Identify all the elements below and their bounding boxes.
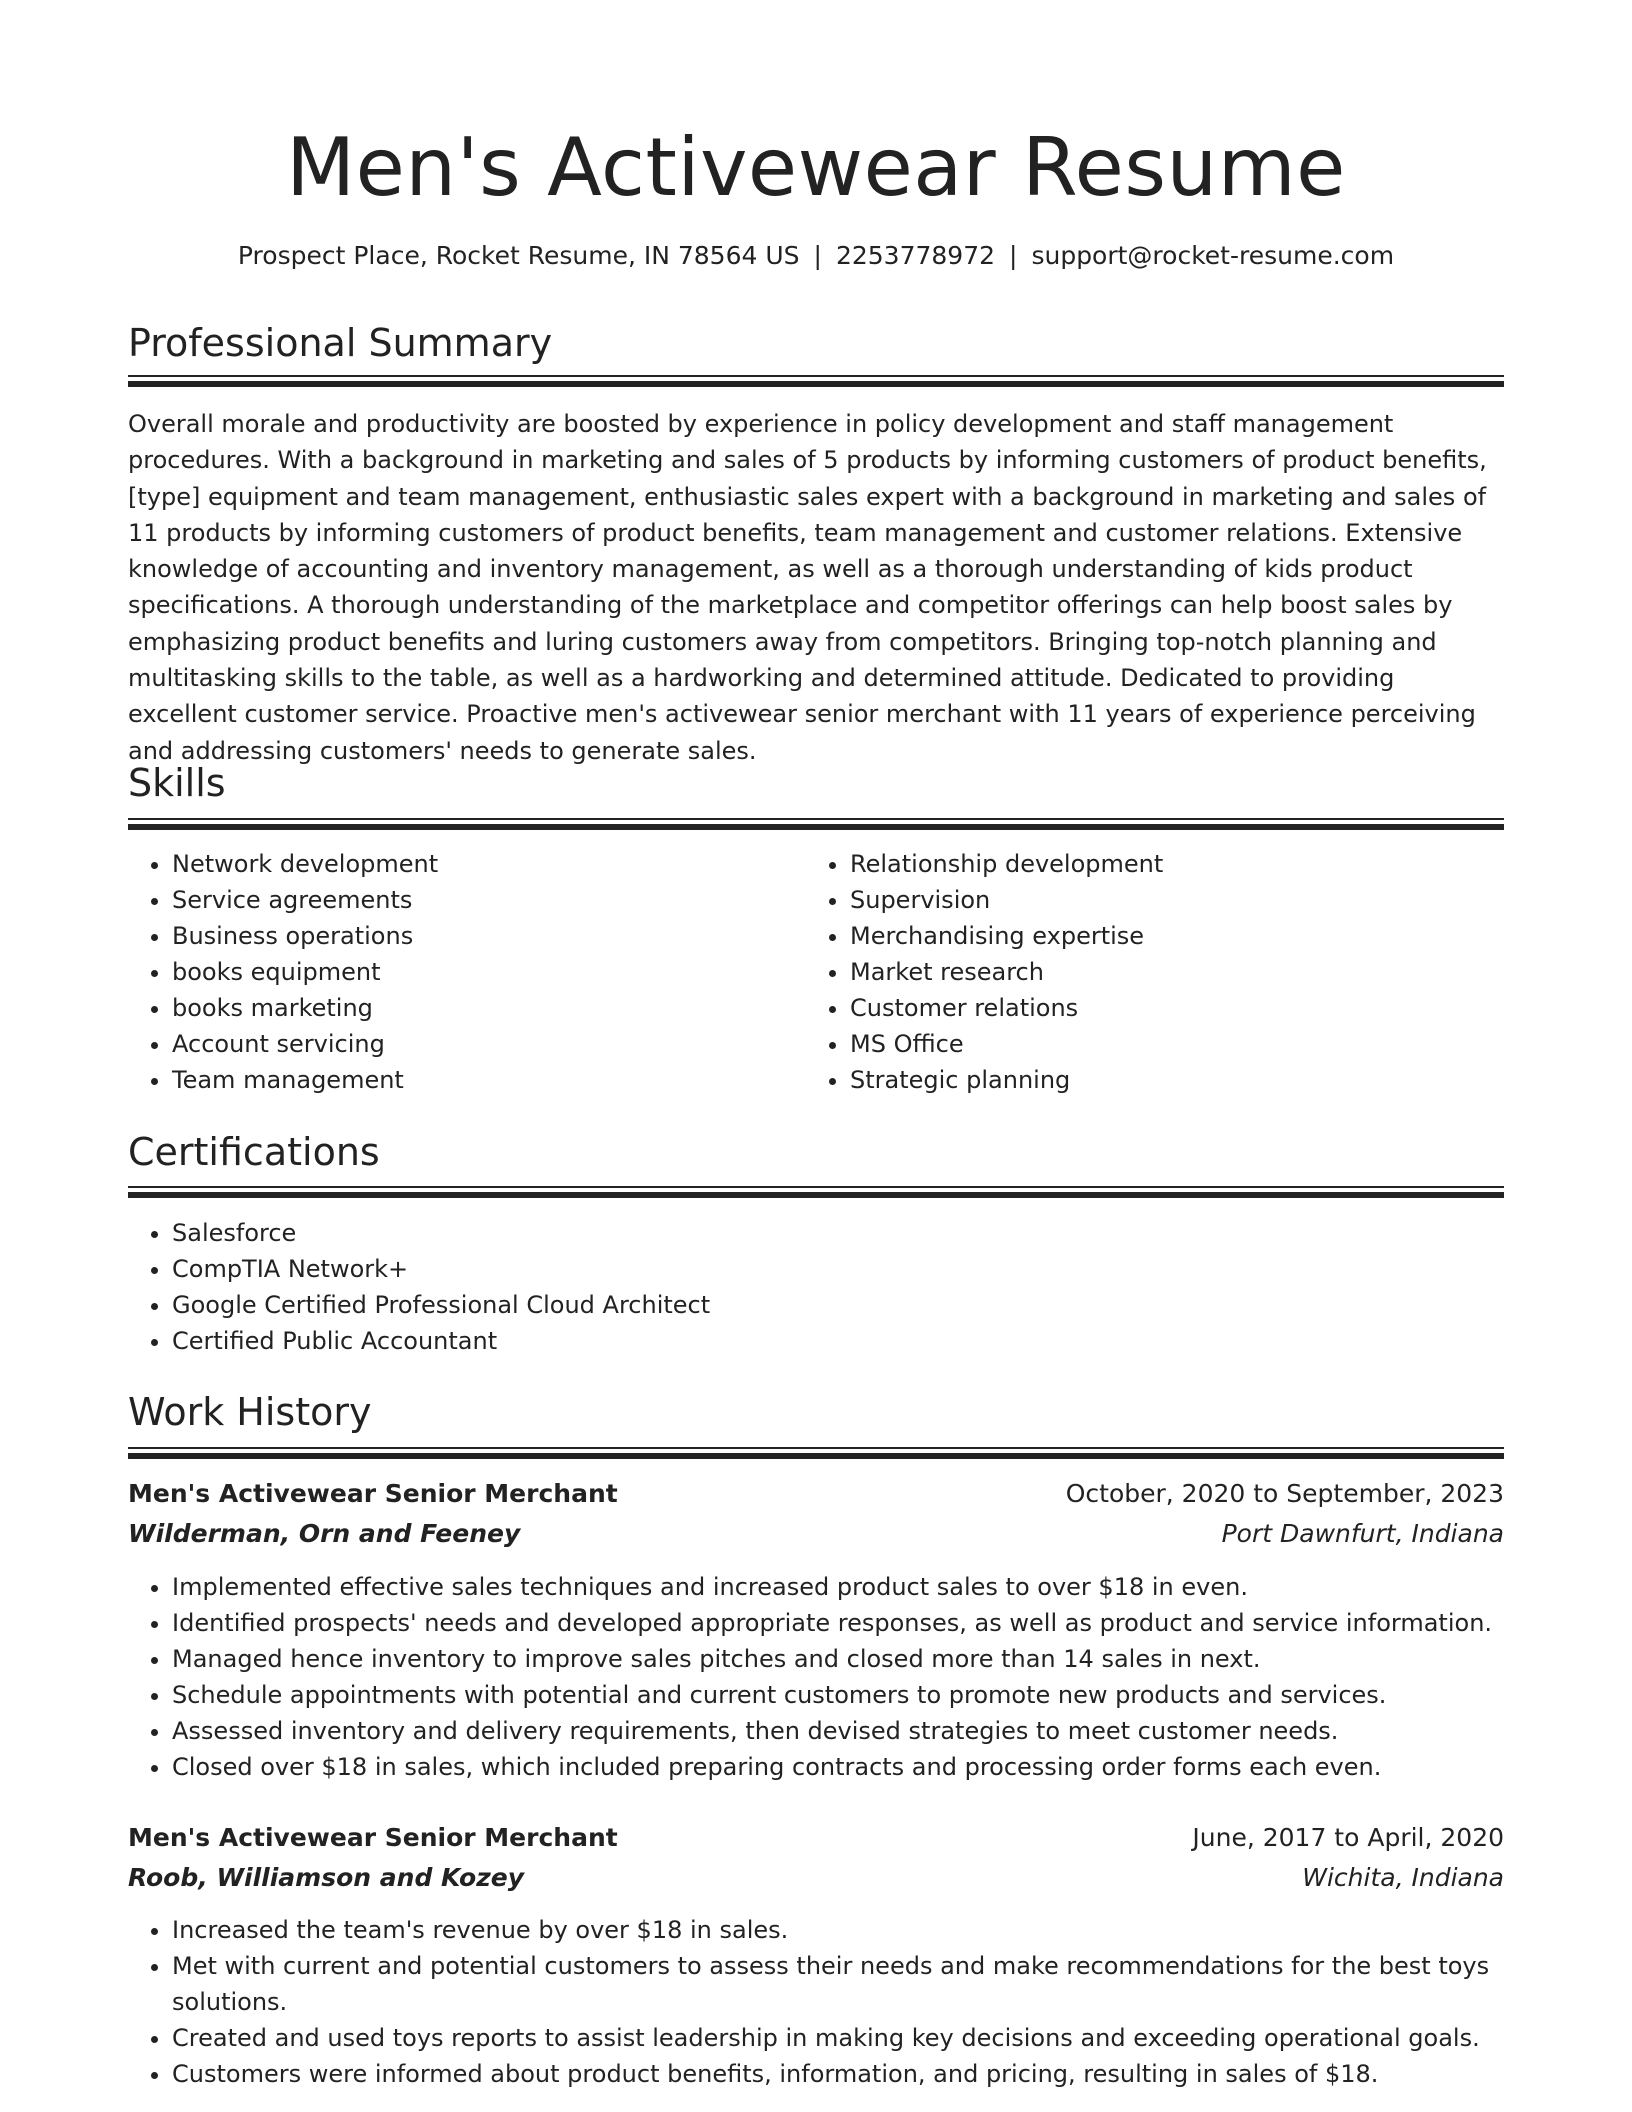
skill-item: • Account servicing xyxy=(172,1026,822,1062)
skill-item: • Service agreements xyxy=(172,882,822,918)
job-bullet: • Created and used toys reports to assist leadership in making key decisions and exceeding operational goals. xyxy=(172,2020,1548,2056)
job-bullet: • Increased the team's revenue by over $18 in sales. xyxy=(172,1912,1548,1948)
contact-separator: | xyxy=(1009,241,1018,270)
summary-paragraph: Overall morale and productivity are boosted by experience in policy development and staff management procedures. With a background in marketing and sales of 5 products by informing customers of product benefits, [type] equipment and team management, enthusiastic sales expert with a background in marketing and sales of 11 products by informing customers of product benefits, team management and customer relations. Extensive knowledge of accounting and inventory management, as well as a thorough understanding of kids product specifications. A thorough understanding of the marketplace and competitor offerings can help boost sales by emphasizing product benefits and luring customers away from competitors. Bringing top-notch planning and multitasking skills to the table, as well as a hardworking and determined attitude. Dedicated to providing excellent customer service. Proactive men's activewear senior merchant with 11 years of experience perceiving and addressing customers' needs to generate sales. xyxy=(128,410,1487,765)
job-header xyxy=(128,1818,1504,1858)
skill-item: • books equipment xyxy=(172,954,822,990)
section-heading-summary: Professional Summary xyxy=(128,321,553,365)
certification-item: • Certified Public Accountant xyxy=(172,1323,1548,1359)
job-bullet: • Identified prospects' needs and developed appropriate responses, as well as product and service information. xyxy=(172,1605,1548,1641)
skills-list-right xyxy=(806,846,1548,1098)
section-heading-skills: Skills xyxy=(128,761,226,805)
certification-item: • Google Certified Professional Cloud Architect xyxy=(172,1287,1548,1323)
certification-item: • CompTIA Network+ xyxy=(172,1251,1548,1287)
job-bullet-list xyxy=(128,1569,1548,1785)
section-heading-work-history: Work History xyxy=(128,1390,372,1434)
skill-item: • Strategic planning xyxy=(850,1062,1548,1098)
job-title: Men's Activewear Senior Merchant xyxy=(128,1823,618,1852)
skill-item: • books marketing xyxy=(172,990,822,1026)
job-company: Roob, Williamson and Kozey xyxy=(128,1863,525,1892)
section-divider xyxy=(128,818,1504,830)
job-bullet-list xyxy=(128,1912,1548,2092)
certifications-list xyxy=(128,1215,1548,1359)
job-bullet: • Customers were informed about product benefits, information, and pricing, resulting in sales of $18. xyxy=(172,2056,1548,2092)
job-subheader xyxy=(128,1514,1504,1554)
contact-address: Prospect Place, Rocket Resume, IN 78564 US xyxy=(237,241,800,270)
job-dates: October, 2020 to September, 2023 xyxy=(1065,1479,1504,1508)
job-header xyxy=(128,1474,1504,1514)
section-divider xyxy=(128,1447,1504,1459)
job-title: Men's Activewear Senior Merchant xyxy=(128,1479,618,1508)
skill-item: • Team management xyxy=(172,1062,822,1098)
job-bullet: • Assessed inventory and delivery requirements, then devised strategies to meet customer needs. xyxy=(172,1713,1548,1749)
job-location: Wichita, Indiana xyxy=(1302,1863,1504,1892)
job-dates: June, 2017 to April, 2020 xyxy=(1192,1823,1504,1852)
skill-item: • Network development xyxy=(172,846,822,882)
job-bullet: • Managed hence inventory to improve sales pitches and closed more than 14 sales in next. xyxy=(172,1641,1548,1677)
job-bullet: • Implemented effective sales techniques and increased product sales to over $18 in even. xyxy=(172,1569,1548,1605)
section-divider xyxy=(128,1186,1504,1198)
job-bullet: • Schedule appointments with potential and current customers to promote new products and services. xyxy=(172,1677,1548,1713)
skill-item: • Relationship development xyxy=(850,846,1548,882)
skill-item: • MS Office xyxy=(850,1026,1548,1062)
resume-title: Men's Activewear Resume xyxy=(286,121,1346,214)
section-divider xyxy=(128,375,1504,387)
skills-list-left xyxy=(128,846,822,1098)
skill-item: • Market research xyxy=(850,954,1548,990)
job-subheader xyxy=(128,1858,1504,1898)
contact-line xyxy=(128,236,1504,276)
contact-separator: | xyxy=(813,241,822,270)
job-location: Port Dawnfurt, Indiana xyxy=(1221,1519,1504,1548)
skill-item: • Merchandising expertise xyxy=(850,918,1548,954)
skill-item: • Supervision xyxy=(850,882,1548,918)
skill-item: • Customer relations xyxy=(850,990,1548,1026)
certification-item: • Salesforce xyxy=(172,1215,1548,1251)
job-company: Wilderman, Orn and Feeney xyxy=(128,1519,521,1548)
skill-item: • Business operations xyxy=(172,918,822,954)
section-heading-certifications: Certifications xyxy=(128,1130,380,1174)
job-bullet: • Closed over $18 in sales, which included preparing contracts and processing order forms each even. xyxy=(172,1749,1548,1785)
job-bullet: • Met with current and potential customers to assess their needs and make recommendations for the best toys solutions. xyxy=(172,1948,1548,2020)
contact-phone: 2253778972 xyxy=(835,241,996,270)
contact-email: support@rocket-resume.com xyxy=(1031,241,1395,270)
